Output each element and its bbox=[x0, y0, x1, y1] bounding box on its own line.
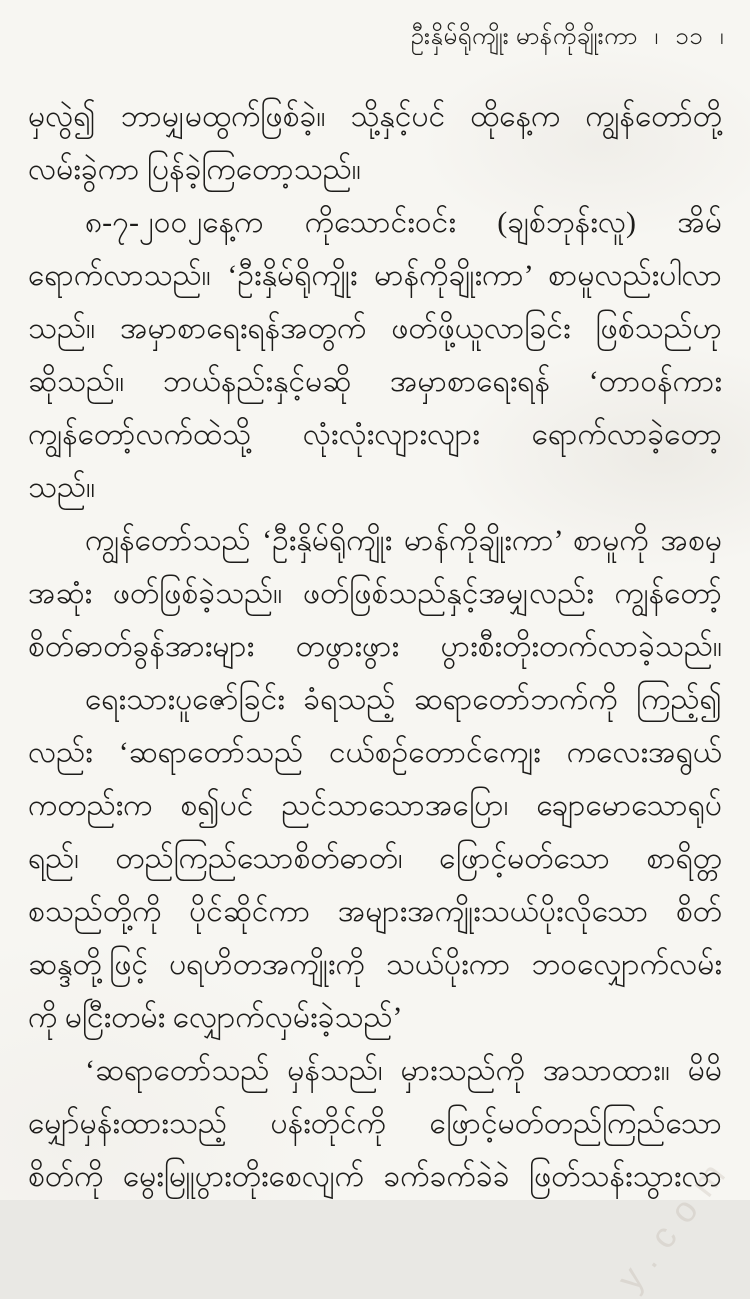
text-line: ၈-၇-၂၀၀၂နေ့က ကိုသောင်းဝင်း (ချစ်ဘုန်းလူ) အိမ် bbox=[85, 206, 722, 239]
running-header-title: ဦးနှိမ်ရိုကျိုး မာန်ကိုချိုးကာ bbox=[410, 24, 638, 50]
text-line: ကို မငြီးတမ်း လျှောက်လှမ်းခဲ့သည်’ bbox=[28, 1001, 403, 1034]
text-line: ရည်၊ တည်ကြည်သောစိတ်ဓာတ်၊ ဖြောင့်မတ်သော စာရိတ္တ bbox=[28, 842, 722, 875]
text-line: မှလွဲ၍ ဘာမျှမထွက်ဖြစ်ခဲ့။ သို့နှင့်ပင် ထိုနေ့က ကျွန်တော်တို့ bbox=[28, 100, 722, 133]
paragraph bbox=[28, 1044, 722, 1203]
header-separator-left: ၊ bbox=[654, 24, 659, 50]
text-line: အဆုံး ဖတ်ဖြစ်ခဲ့သည်။ ဖတ်ဖြစ်သည်နှင့်အမျှလည်း ကျွန်တော့် bbox=[28, 577, 722, 610]
paragraph bbox=[28, 514, 722, 673]
text-line: ကျွန်တော်သည် ‘ဦးနှိမ်ရိုကျိုး မာန်ကိုချိုးကာ’ စာမူကို အစမှ bbox=[85, 524, 722, 557]
text-line: ဆန္ဒတို့ဖြင့် ပရဟိတအကျိုးကို သယ်ပိုးကာ ဘဝလျှောက်လမ်း bbox=[28, 948, 722, 981]
text-line: ရေးသားပူဇော်ခြင်း ခံရသည့် ဆရာတော်ဘက်ကို ကြည့်၍ bbox=[85, 683, 722, 716]
paragraph bbox=[28, 90, 722, 196]
text-line: ဆိုသည်။ ဘယ်နည်းနှင့်မဆို အမှာစာရေးရန် ‘တာဝန်ကား bbox=[28, 365, 722, 398]
text-line: စိတ်ကို မွေးမြူပွားတိုးစေလျက် ခက်ခက်ခဲခဲ ဖြတ်သန်းသွားလာ bbox=[28, 1160, 722, 1193]
running-header bbox=[411, 20, 734, 54]
text-line: စသည်တို့ကို ပိုင်ဆိုင်ကာ အများအကျိုးသယ်ပိုးလိုသော စိတ် bbox=[28, 895, 722, 928]
text-line: သည်။ bbox=[28, 471, 96, 504]
text-line: မျှော်မှန်းထားသည့် ပန်းတိုင်ကို ဖြောင့်မတ်တည်ကြည်သော bbox=[28, 1107, 722, 1140]
text-line: လမ်းခွဲကာ ပြန်ခဲ့ကြတော့သည်။ bbox=[28, 153, 361, 186]
text-line: ရောက်လာသည်။ ‘ဦးနှိမ်ရိုကျိုး မာန်ကိုချိုးကာ’ စာမူလည်းပါလာ bbox=[28, 259, 722, 292]
text-line: ကျွန်တော့်လက်ထဲသို့ လုံးလုံးလျားလျား ရောက်လာခဲ့တော့ bbox=[28, 418, 722, 451]
paragraph bbox=[28, 673, 722, 1044]
text-line: စိတ်ဓာတ်ခွန်အားများ တဖွားဖွား ပွားစီးတိုးတက်လာခဲ့သည်။ bbox=[28, 630, 722, 663]
text-line: ကတည်းက စ၍ပင် ညင်သာသောအပြော၊ ချောမောသောရုပ် bbox=[28, 789, 722, 822]
body-text-block bbox=[28, 90, 722, 1203]
header-separator-right: ၊ bbox=[719, 24, 724, 50]
paragraph bbox=[28, 196, 722, 514]
text-line: လည်း ‘ဆရာတော်သည် ငယ်စဉ်တောင်ကျေး ကလေးအရွယ် bbox=[28, 736, 722, 769]
page-number: ၁၁ bbox=[675, 24, 704, 50]
text-line: ‘ဆရာတော်သည် မှန်သည်၊ မှားသည်ကို အသာထား။ မိမိ bbox=[85, 1054, 722, 1087]
text-line: သည်။ အမှာစာရေးရန်အတွက် ဖတ်ဖို့ယူလာခြင်း ဖြစ်သည်ဟု bbox=[28, 312, 722, 345]
watermark: y.com bbox=[608, 1144, 742, 1299]
